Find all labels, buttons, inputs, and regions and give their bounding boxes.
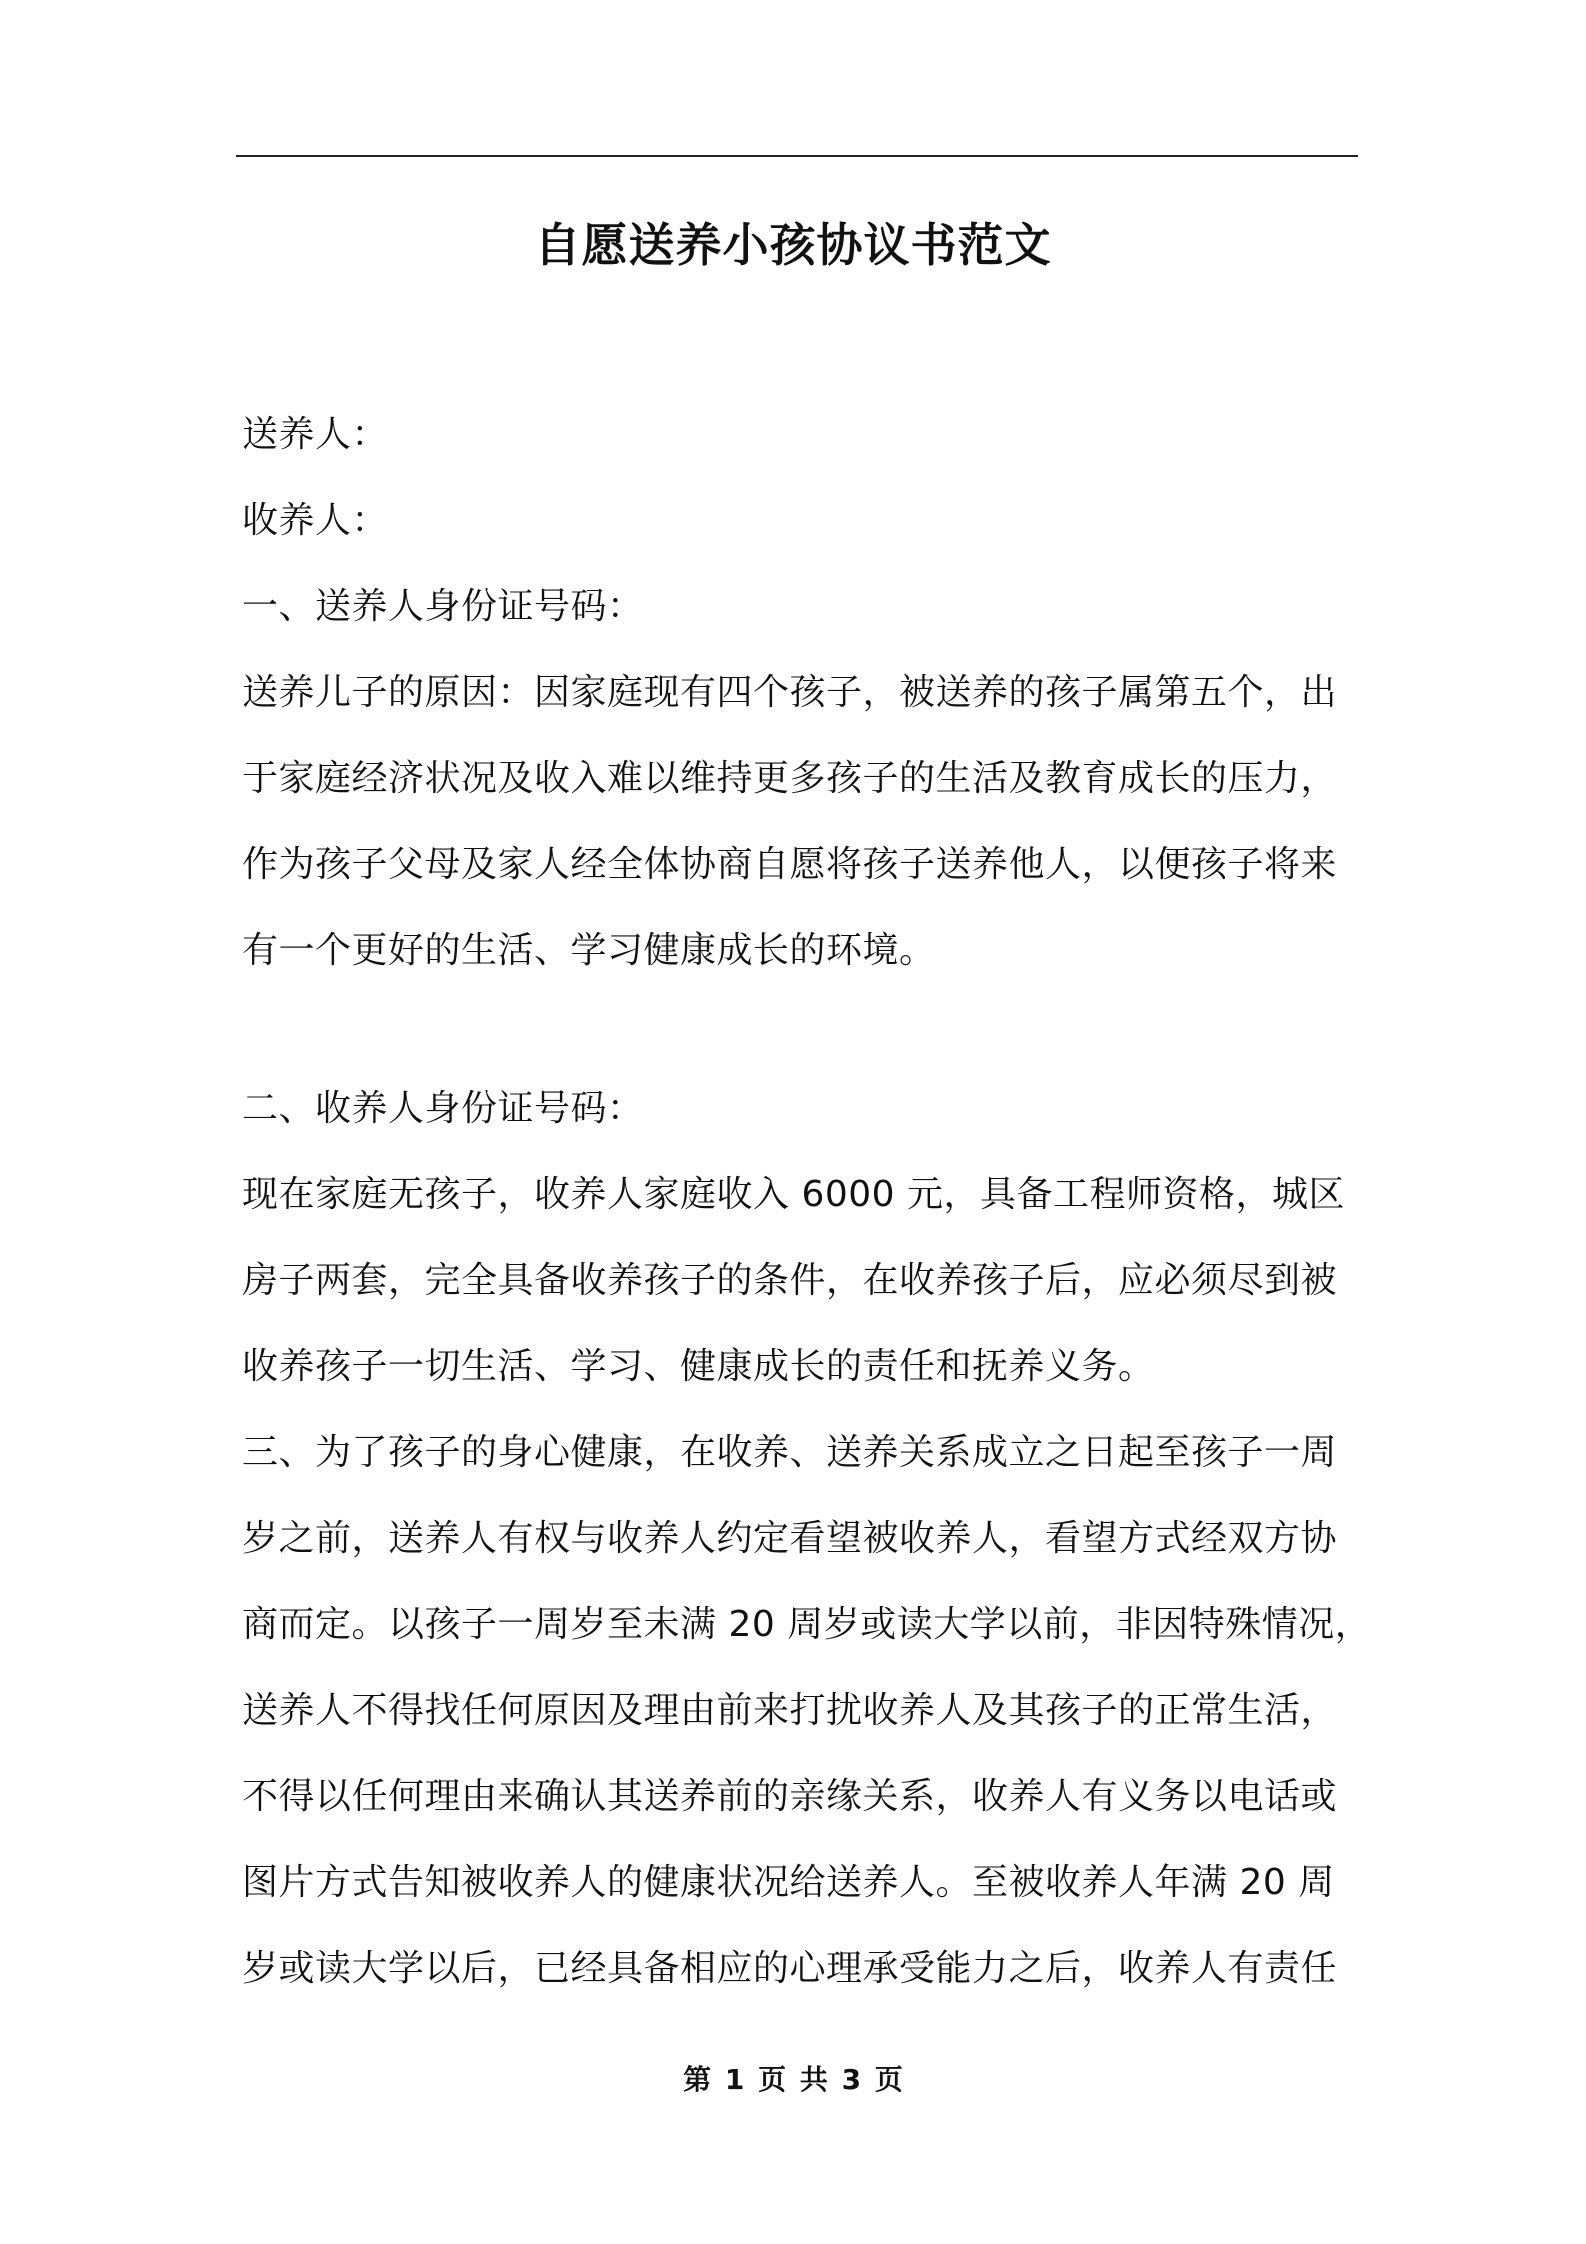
section-3-heading: 三、为了孩子的身心健康，在收养、送养关系成立之日起至孩子一周 (242, 1432, 1338, 1473)
section-1-heading: 一、送养人身份证号码： (242, 586, 644, 627)
paragraph-line: 有一个更好的生活、学习健康成长的环境。 (242, 930, 936, 971)
paragraph-line: 商而定。以孩子一周岁至未满 20 周岁或读大学以前，非因特殊情况， (242, 1604, 1372, 1645)
paragraph-line: 岁之前，送养人有权与收养人约定看望被收养人，看望方式经双方协 (242, 1518, 1338, 1559)
paragraph-line: 作为孩子父母及家人经全体协商自愿将孩子送养他人，以便孩子将来 (242, 844, 1338, 885)
paragraph-line: 不得以任何理由来确认其送养前的亲缘关系，收养人有义务以电话或 (242, 1776, 1338, 1817)
document-title: 自愿送养小孩协议书范文 (534, 218, 1052, 272)
line-sender: 送养人： (242, 414, 389, 455)
paragraph-line: 图片方式告知被收养人的健康状况给送养人。至被收养人年满 20 周 (242, 1862, 1335, 1903)
paragraph-line: 房子两套，完全具备收养孩子的条件，在收养孩子后，应必须尽到被 (242, 1260, 1338, 1301)
paragraph-line: 收养孩子一切生活、学习、健康成长的责任和抚养义务。 (242, 1346, 1155, 1387)
paragraph-line: 送养儿子的原因：因家庭现有四个孩子，被送养的孩子属第五个，出 (242, 672, 1338, 713)
line-adopter: 收养人： (242, 500, 389, 541)
paragraph-line: 现在家庭无孩子，收养人家庭收入 6000 元，具备工程师资格，城区 (242, 1174, 1346, 1215)
paragraph-line: 送养人不得找任何原因及理由前来打扰收养人及其孩子的正常生活， (242, 1690, 1338, 1731)
section-2-heading: 二、收养人身份证号码： (242, 1088, 644, 1129)
paragraph-line: 岁或读大学以后，已经具备相应的心理承受能力之后，收养人有责任 (242, 1948, 1338, 1989)
header-rule (236, 155, 1358, 157)
page-footer: 第 1 页 共 3 页 (683, 2063, 903, 2096)
paragraph-line: 于家庭经济状况及收入难以维持更多孩子的生活及教育成长的压力， (242, 758, 1338, 799)
